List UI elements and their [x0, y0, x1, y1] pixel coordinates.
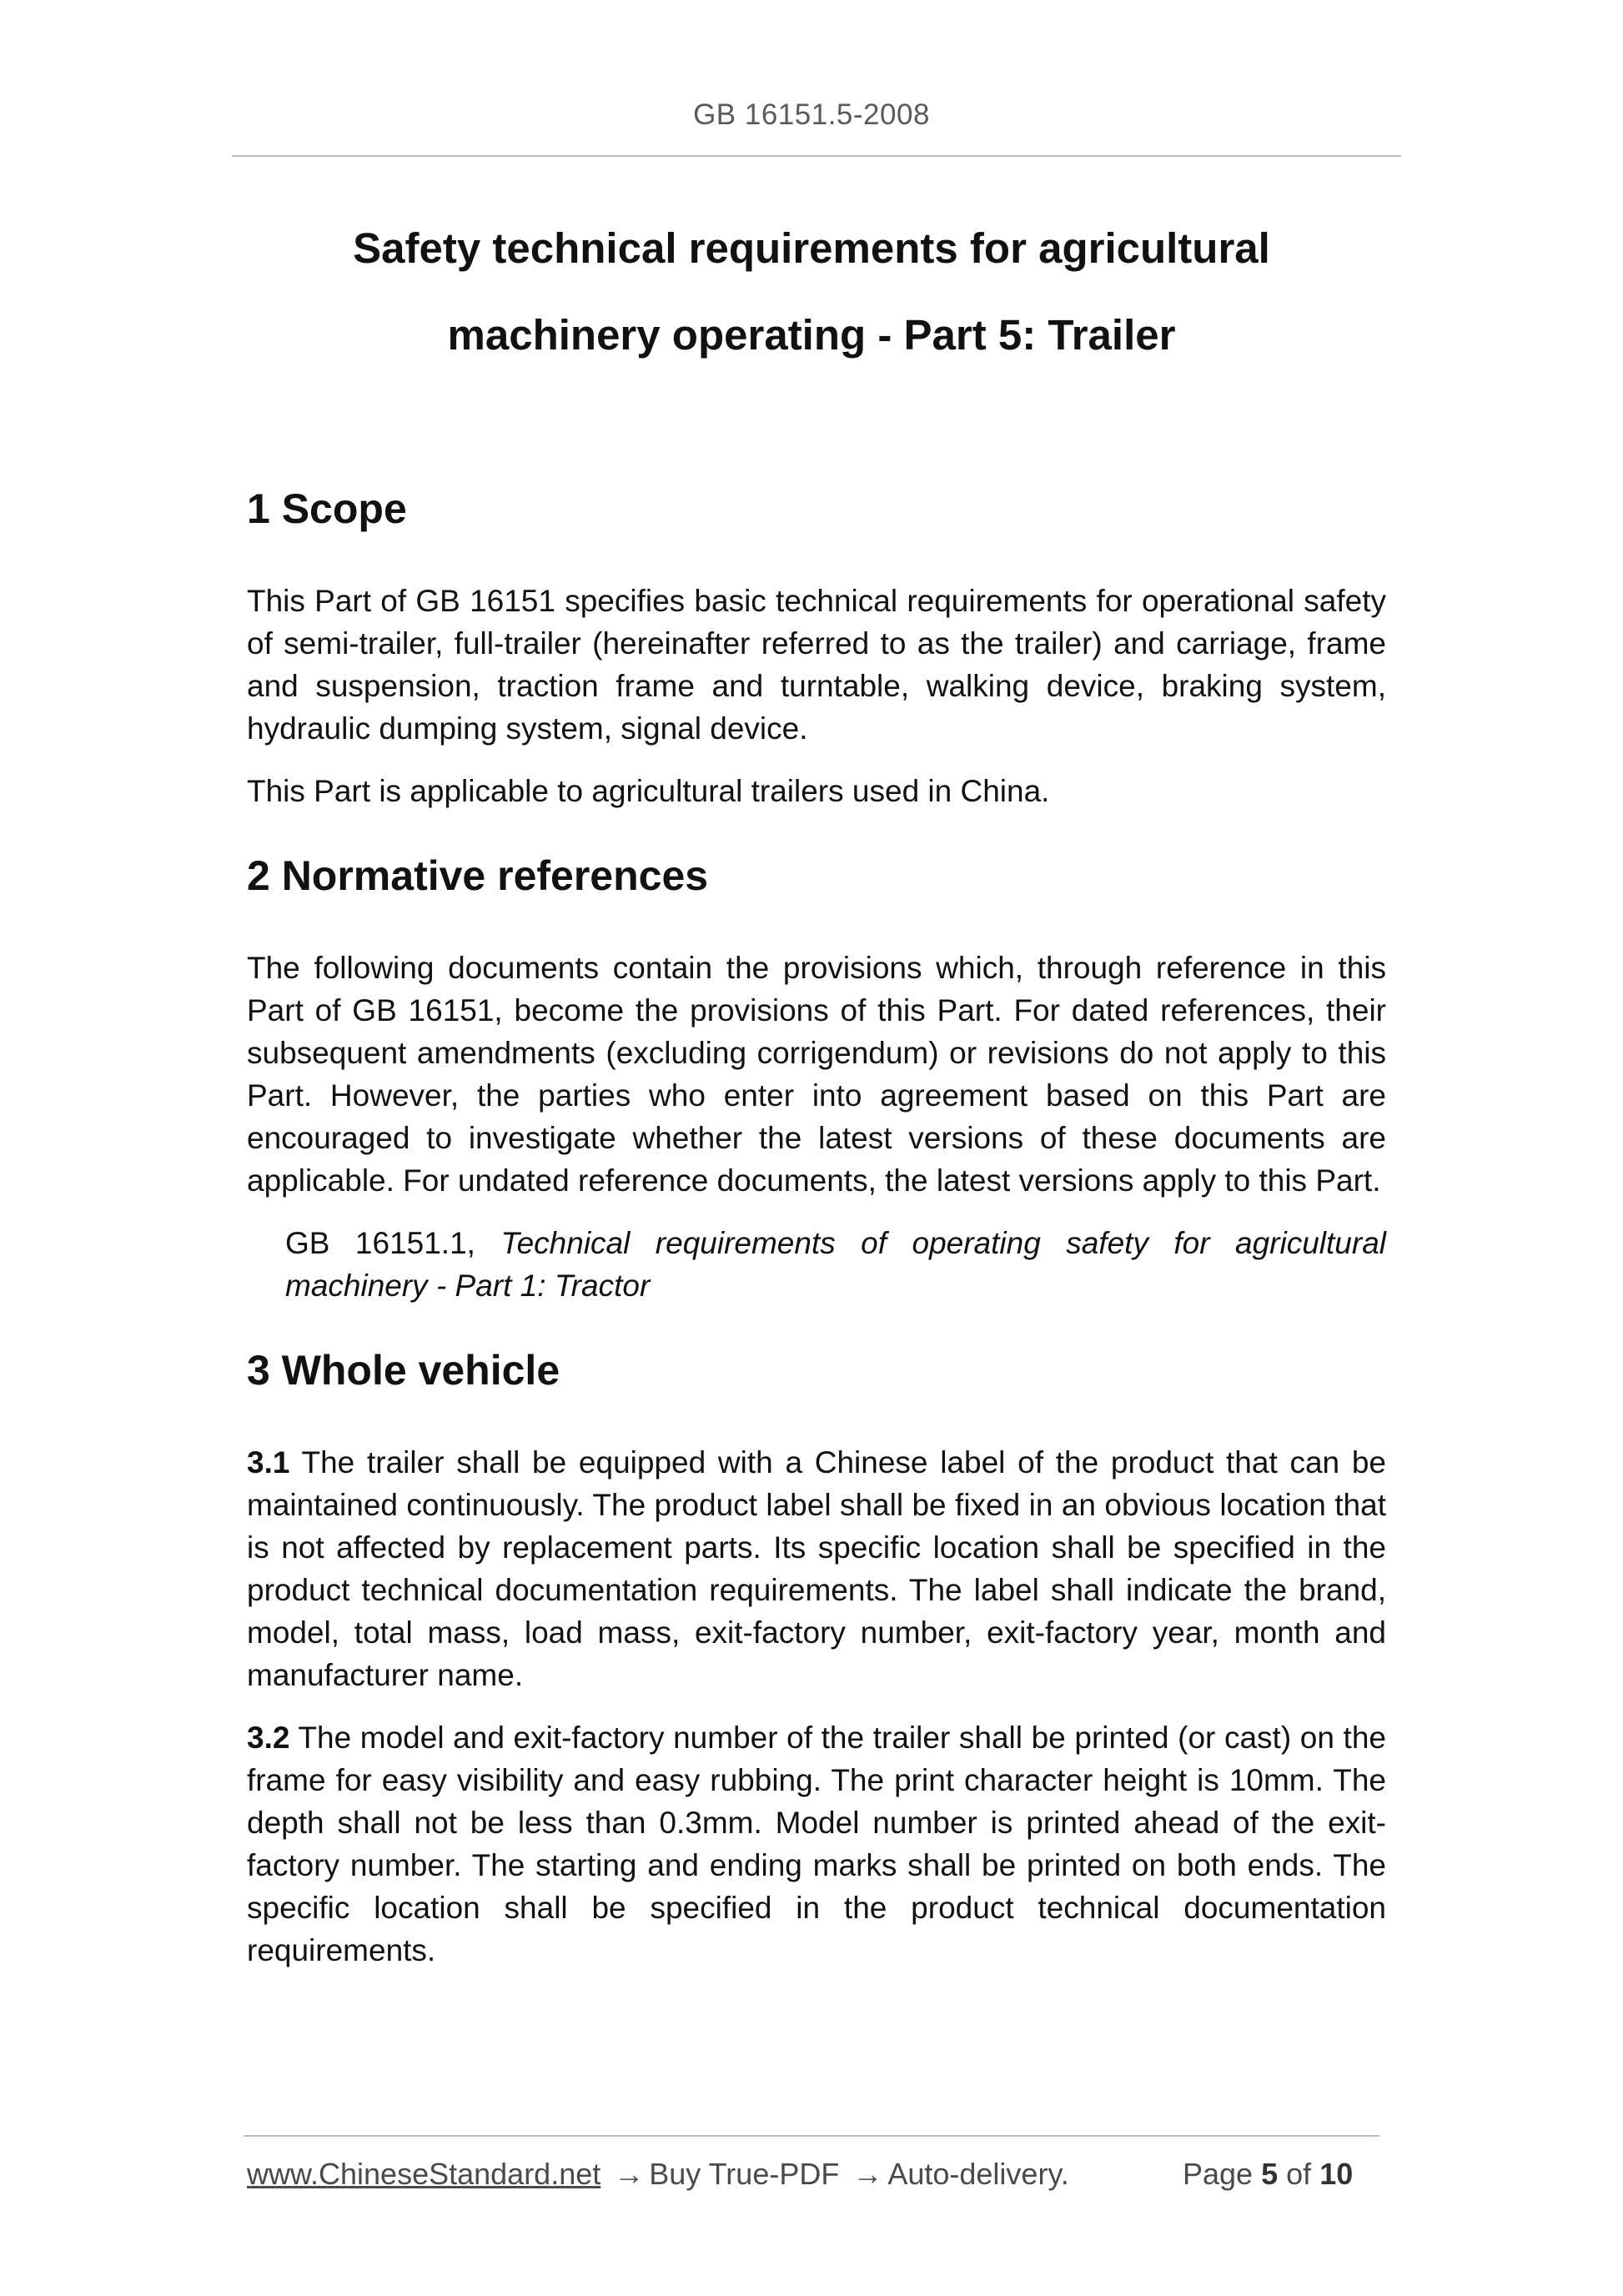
normative-references-paragraph: The following documents contain the provisions which, through reference in this Part of GB 16151, become the provisions of this Part. For dated references, their subsequent amendments (excluding corrigendum) or revisions do not apply to this Part. However, the parties who enter into agreement based on this Part are encouraged to investigate whether the latest versions of these documents are applicable. For undated reference documents, the latest versions apply to this Part.	[247, 951, 1386, 1198]
page-of: of	[1286, 2157, 1312, 2191]
page-current: 5	[1261, 2157, 1279, 2191]
page-label: Page	[1183, 2157, 1254, 2191]
clause-text: The model and exit-factory number of the trailer shall be printed (or cast) on the frame for easy visibility and easy rubbing. The print character height is 10mm. The depth shall not be less than 0.3mm. Model number is printed ahead of the exit-factory number. The starting and ending marks shall be printed on both ends. The specific location shall be specified in the product technical documentation requirements.	[247, 1721, 1386, 1967]
header-divider	[232, 155, 1401, 157]
arrow-right-icon: →	[614, 2157, 645, 2191]
chinesestandard-link[interactable]: www.ChineseStandard.net	[247, 2157, 601, 2191]
section-heading-scope: 1 Scope	[247, 485, 407, 532]
arrow-right-icon: →	[852, 2157, 883, 2191]
page-indicator	[1183, 2157, 1353, 2192]
footer-divider	[244, 2135, 1379, 2137]
title-line-2: machinery operating - Part 5: Trailer	[447, 311, 1176, 359]
clause-3-2	[247, 1716, 1386, 1972]
footer-delivery-text: Auto-delivery.	[887, 2157, 1069, 2191]
clause-number: 3.1	[247, 1445, 290, 1480]
footer-buy-text: Buy True-PDF	[649, 2157, 840, 2191]
scope-paragraph-2: This Part is applicable to agricultural trailers used in China.	[247, 774, 1050, 808]
section-heading-whole-vehicle: 3 Whole vehicle	[247, 1347, 560, 1394]
clause-3-1	[247, 1441, 1386, 1696]
document-body	[247, 484, 1386, 1972]
reference-code: GB 16151.1,	[285, 1226, 501, 1260]
normative-reference-item	[285, 1222, 1386, 1307]
clause-number: 3.2	[247, 1721, 290, 1755]
page-total: 10	[1319, 2157, 1354, 2191]
scope-paragraph-1: This Part of GB 16151 specifies basic technical requirements for operational safety of semi-trailer, full-trailer (hereinafter referred to as the trailer) and carriage, frame and suspension, traction frame and turntable, walking device, braking system, hydraulic dumping system, signal device.	[247, 584, 1386, 746]
title-line-1: Safety technical requirements for agricultural	[353, 224, 1270, 272]
page-header-standard-code: GB 16151.5-2008	[693, 98, 930, 131]
reference-title: Technical requirements of operating safety for agricultural machinery - Part 1: Tractor	[285, 1226, 1386, 1303]
footer-purchase-line	[247, 2157, 1069, 2192]
section-heading-normative-references: 2 Normative references	[247, 852, 709, 899]
document-title	[0, 205, 1623, 379]
clause-text: The trailer shall be equipped with a Chinese label of the product that can be maintained continuously. The product label shall be fixed in an obvious location that is not affected by replacement parts. Its specific location shall be specified in the product technical documentation requirements. The label shall indicate the brand, model, total mass, load mass, exit-factory number, exit-factory year, month and manufacturer name.	[247, 1445, 1386, 1692]
